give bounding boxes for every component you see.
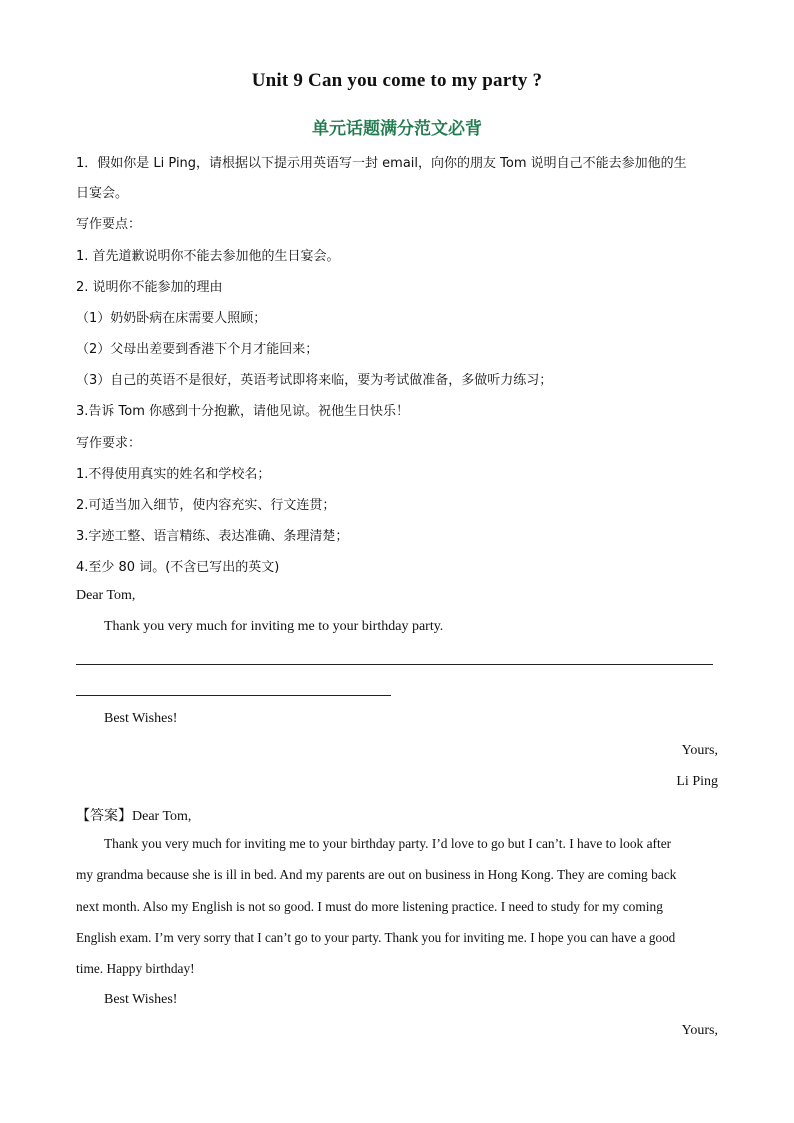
answer-line-4: English exam. I’m very sorry that I can’t go to your party. Thank you for inviting me. I hope you can have a good [76,930,676,945]
answer-salutation: 【答案】Dear Tom, [76,809,192,824]
letter-yours: Yours, [681,743,718,758]
reason-2: （2）父母出差要到香港下个月才能回来； [76,342,319,357]
page-title: Unit 9 Can you come to my party ? [251,70,543,91]
letter-opening: Thank you very much for inviting me to your birthday party. [104,619,444,634]
reason-3: （3）自己的英语不是很好，英语考试即将来临，要为考试做准备，多做听力练习； [76,373,553,388]
task-line-2: 日宴会。 [76,186,129,201]
point-2: 2. 说明你不能参加的理由 [76,280,223,295]
writing-rule-long [76,664,713,665]
answer-closing: Best Wishes! [104,992,178,1007]
letter-signature: Li Ping [676,774,718,789]
requirement-1: 1.不得使用真实的姓名和学校名； [76,467,271,482]
point-3: 3.告诉 Tom 你感到十分抱歉，请他见谅。祝他生日快乐！ [76,404,410,419]
task-line-1: 1．假如你是 Li Ping，请根据以下提示用英语写一封 email，向你的朋友 Tom 说明自己不能去参加他的生 [76,156,687,171]
points-heading: 写作要点： [76,217,142,232]
letter-closing: Best Wishes! [104,711,178,726]
answer-line-1: Thank you very much for inviting me to your birthday party. I’d love to go but I can’t. I have to look after [104,836,672,851]
reason-1: （1）奶奶卧病在床需要人照顾； [76,311,267,326]
letter-salutation: Dear Tom, [76,588,136,603]
requirement-2: 2.可适当加入细节，使内容充实、行文连贯； [76,498,336,513]
answer-line-2: my grandma because she is ill in bed. And my parents are out on business in Hong Kong. They are coming back [76,867,677,882]
requirements-heading: 写作要求： [76,436,142,451]
answer-yours: Yours, [681,1023,718,1038]
point-1: 1. 首先道歉说明你不能去参加他的生日宴会。 [76,249,340,264]
writing-rule-short [76,695,391,696]
requirement-4: 4.至少 80 词。(不含已写出的英文) [76,560,280,575]
page-subtitle: 单元话题满分范文必背 [312,119,482,139]
answer-line-5: time. Happy birthday! [76,961,195,976]
requirement-3: 3.字迹工整、语言精练、表达准确、条理清楚； [76,529,349,544]
answer-line-3: next month. Also my English is not so good. I must do more listening practice. I need to study for my coming [76,899,663,914]
